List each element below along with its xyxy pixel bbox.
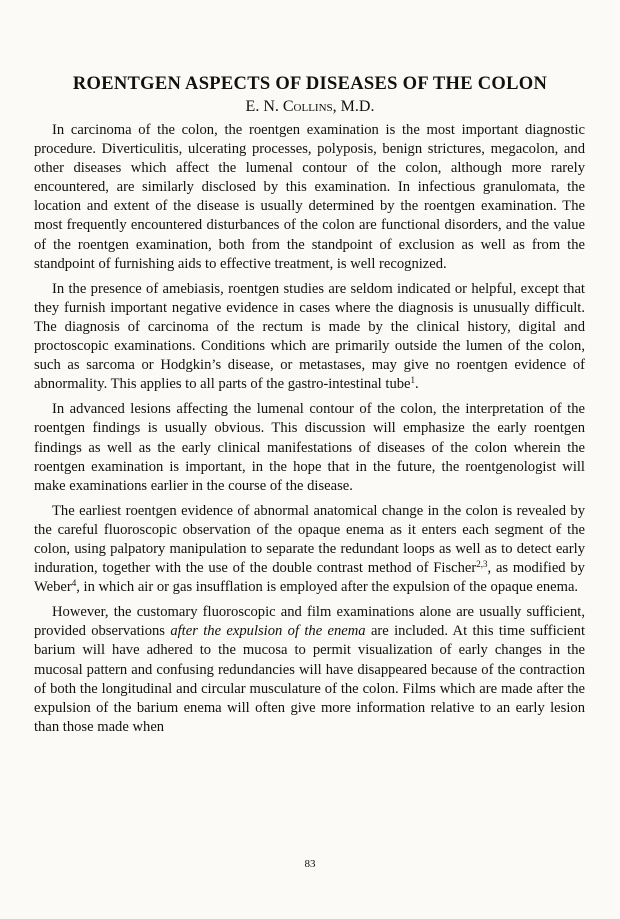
paragraph-2-text: In the presence of amebiasis, roentgen studies are seldom indicated or helpful, except that they furnish important negative evidence in cases where the diagnosis is unusually difficult. The diagnosis of carcinoma of the rectum is made by the clinical history, digital and proctoscopic examinations. Conditions which are primarily outside the lumen of the colon, such as sarcoma or Hodgkin’s disease, or metastases, may give no roentgen evidence of abnormality. This applies to all parts of the gastro-intestinal tube	[34, 280, 585, 393]
author-degree: , M.D.	[332, 98, 375, 115]
page-number: 83	[304, 858, 316, 870]
citation-ref: 1	[410, 375, 416, 386]
emphasized-phrase: after the expulsion of the enema	[170, 623, 366, 640]
author-initials: E. N.	[245, 98, 283, 115]
paragraph-2	[34, 280, 585, 395]
paragraph-5	[34, 603, 585, 737]
paragraph-3: In advanced lesions affecting the lumenal contour of the colon, the interpretation of the roentgen findings is usually obvious. This discussion will emphasize the early roentgen findings as well as the early clinical manifestations of diseases of the colon wherein the roentgen examination is important, in the hope that in the future, the roentgenologist will make examinations earlier in the course of the disease.	[34, 401, 585, 494]
paragraph-4	[34, 502, 585, 597]
paragraph-5-text: However, the customary fluoroscopic and film examinations alone are usually sufficient, provided observations	[34, 604, 585, 640]
citation-ref: 2,3	[476, 559, 488, 570]
article-body	[34, 121, 585, 743]
paragraph-4-end: , in which air or gas insufflation is employed after the expulsion of the opaque enema.	[76, 579, 579, 596]
article-title: ROENTGEN ASPECTS OF DISEASES OF THE COLON	[72, 74, 548, 94]
paragraph-2-end: .	[415, 376, 419, 393]
paragraph-1: In carcinoma of the colon, the roentgen examination is the most important diagnostic procedure. Diverticulitis, ulcerating processes, polyposis, benign strictures, megacolon, and other diseases which affect the lumenal contour of the colon, although more rarely encountered, are similarly disclosed by this examination. In infectious granulomata, the location and extent of the disease is usually determined by the roentgen examination. The most frequently encountered disturbances of the colon are functional disorders, and the value of the roentgen examination, both from the standpoint of exclusion as well as from the standpoint of furnishing aids to effective treatment, is well recognized.	[34, 122, 585, 272]
paragraph-5-end: are included. At this time sufficient barium will have adhered to the mucosa to permit visualization of early changes in the mucosal pattern and confusing redundancies will have disappeared because of the contraction of both the longitudinal and circular musculature of the colon. Films which are made after the expulsion of the barium enema will often give more information relative to an early lesion than those made when	[34, 623, 585, 735]
paragraph-4-text: The earliest roentgen evidence of abnormal anatomical change in the colon is revealed by the careful fluoroscopic observation of the opaque enema as it enters each segment of the colon, using palpatory manipulation to separate the redundant loops as well as to detect early induration, together with the use of the double contrast method of Fischer	[34, 502, 585, 577]
citation-ref: 4	[71, 578, 77, 589]
article-author	[0, 97, 620, 117]
author-surname: Collins	[282, 98, 333, 115]
paragraph-4-middle: , as modified by Weber	[34, 560, 585, 596]
